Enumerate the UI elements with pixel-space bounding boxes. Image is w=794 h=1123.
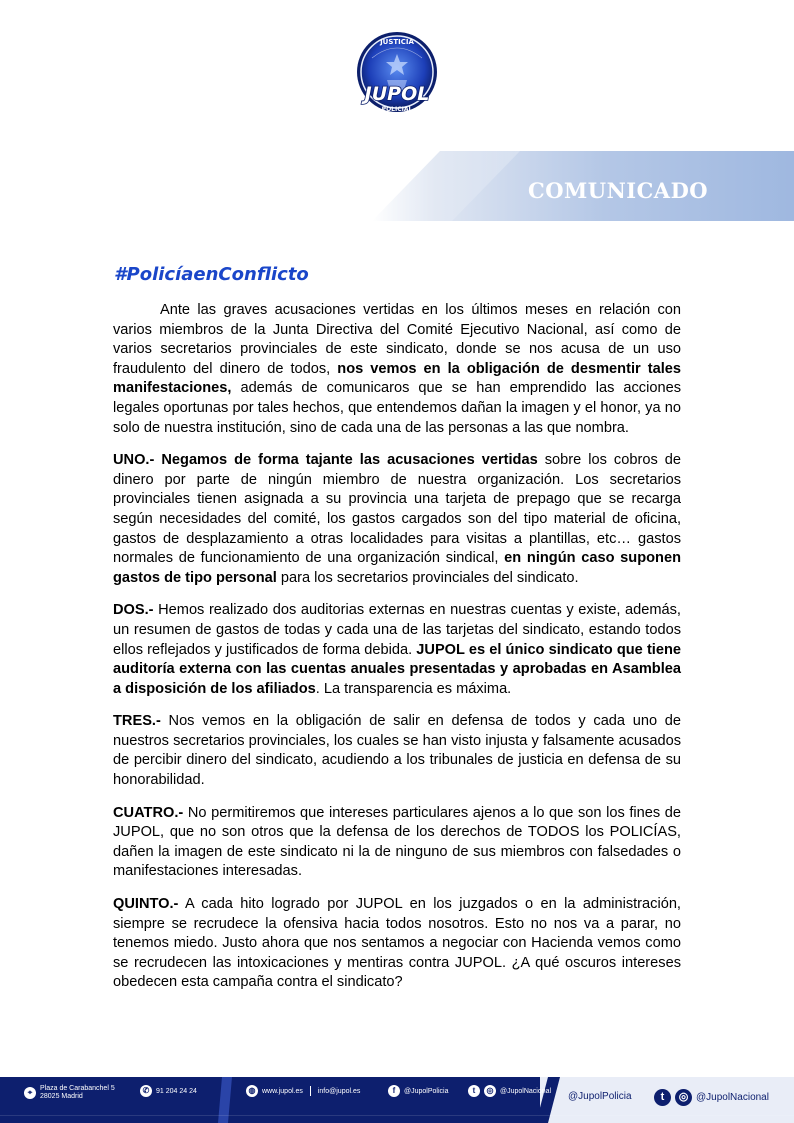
- twitter-icon[interactable]: t: [654, 1089, 671, 1106]
- twitter-instagram-handle-large[interactable]: @JupolNacional: [696, 1092, 769, 1103]
- uno-bold-run: en ningún caso suponen gastos de tipo personal: [113, 550, 681, 586]
- globe-icon: ◍: [246, 1085, 258, 1097]
- svg-text:JUPOL: JUPOL: [364, 83, 430, 105]
- intro-text-run: además de comunicaros que se han emprendido las acciones legales oportunas por tales hechos, que entendemos dañan la imagen y el honor, ya no solo de nuestra institución, sino de cada una de las personas a las que nombra.: [113, 380, 681, 436]
- paragraph-dos: [113, 601, 681, 699]
- uno-bold-run: UNO.- Negamos de forma tajante las acusaciones vertidas: [113, 452, 538, 469]
- facebook-handle[interactable]: @JupolPolicia: [404, 1087, 449, 1095]
- instagram-icon[interactable]: ◎: [484, 1085, 496, 1097]
- address-line2: 28025 Madrid: [40, 1093, 83, 1100]
- phone-icon: ✆: [140, 1085, 152, 1097]
- quinto-bold-run: QUINTO.-: [113, 896, 179, 913]
- svg-text:POLICIAL: POLICIAL: [381, 106, 413, 113]
- communique-body: [113, 301, 681, 1006]
- hashtag-heading: #PolicíaenConflicto: [114, 264, 309, 285]
- facebook-handle-large[interactable]: @JupolPolicia: [568, 1091, 632, 1102]
- dos-text-run: Hemos realizado dos auditorias externas en nuestras cuentas y existe, además, un resumen de gastos de todas y cada una de las tarjetas del sindicato, estando todos ellos reflejados y justificados de forma debida.: [113, 602, 681, 658]
- paragraph-uno: [113, 451, 681, 588]
- intro-text-run: Ante las graves acusaciones vertidas en los últimos meses en relación con varios miembros de la Junta Directiva del Comité Ejecutivo Nacional, así como de varios secretarios provinciales de este sindicato, donde se nos acusa de un uso fraudulento del dinero de todos,: [113, 302, 681, 377]
- cuatro-bold-run: CUATRO.-: [113, 804, 184, 821]
- intro-bold-run: nos vemos en la obligación de desmentir tales manifestaciones,: [113, 360, 681, 397]
- uno-text-run: sobre los cobros de dinero por parte de ningún miembro de nuestra organización. Los secretarios provinciales tienen asignada a su provincia una tarjeta de prepago que se recarga según necesidades del comité, los gastos cargados son del tipo material de oficina, gastos de desplazamiento a otras localidades para visitas a plantillas, etc… gastos normales de funcionamiento de una organización sindical,: [113, 452, 681, 567]
- instagram-icon[interactable]: ◎: [675, 1089, 692, 1106]
- cuatro-text-run: No permitiremos que intereses particulares ajenos a lo que son los fines de JUPOL, que no son otros que la defensa de los derechos de TODOS los POLICÍAS, dañen la imagen de este sindicato ni la de ninguno de sus miembros con falsedades o manifestaciones interesadas.: [113, 804, 681, 880]
- footer-web-email: [246, 1085, 360, 1097]
- paragraph-quinto: [113, 895, 681, 993]
- paragraph-tres: [113, 712, 681, 790]
- jupol-logo: [342, 28, 452, 124]
- banner-title: COMUNICADO: [528, 178, 709, 203]
- footer-phone: [140, 1085, 197, 1097]
- dos-bold-run: JUPOL es el único sindicato que tiene auditoría externa con las cuentas anuales presentadas y aprobadas en Asamblea a disposición de los afiliados: [113, 641, 682, 697]
- website-link[interactable]: www.jupol.es: [262, 1087, 303, 1095]
- uno-text-run: para los secretarios provinciales del sindicato.: [276, 569, 579, 586]
- location-icon: ⌖: [24, 1087, 36, 1099]
- facebook-icon[interactable]: f: [388, 1085, 400, 1097]
- footer-facebook: [388, 1085, 448, 1097]
- contact-footer: [0, 1077, 794, 1123]
- dos-bold-run: DOS.-: [113, 602, 154, 619]
- svg-text:JUSTICIA: JUSTICIA: [380, 38, 414, 46]
- intro-paragraph: [113, 301, 681, 438]
- tres-bold-run: TRES.-: [113, 713, 161, 730]
- quinto-text-run: A cada hito logrado por JUPOL en los juzgados o en la administración, siempre se recrudece la ofensiva hacia todos nosotros. Esto no nos va a parar, no tenemos miedo. Justo ahora que nos sentamos a negociar con Hacienda vemos como se recrudecen las intoxicaciones y mentiras contra JUPOL. ¿A qué oscuros intereses obedecen esta campaña contra el sindicato?: [113, 896, 681, 991]
- footer-facebook-large: [568, 1091, 632, 1102]
- footer-address: [24, 1085, 115, 1101]
- email-link[interactable]: info@jupol.es: [317, 1087, 361, 1095]
- tres-text-run: Nos vemos en la obligación de salir en defensa de todos y cada uno de nuestros secretarios provinciales, los cuales se han visto injusta y falsamente acusados de percibir dinero del sindicato, acudiendo a los tribunales de justicia en defensa de su honorabilidad.: [113, 713, 681, 789]
- footer-twitter-instagram: [468, 1085, 551, 1097]
- divider: [310, 1086, 311, 1096]
- twitter-icon[interactable]: t: [468, 1085, 480, 1097]
- phone-number: 91 204 24 24: [156, 1087, 197, 1095]
- dos-text-run: . La transparencia es máxima.: [315, 680, 512, 697]
- footer-twitter-instagram-large: [654, 1089, 769, 1106]
- paragraph-cuatro: [113, 804, 681, 882]
- twitter-instagram-handle[interactable]: @JupolNacional: [500, 1087, 552, 1095]
- address-line1: Plaza de Carabanchel 5: [40, 1085, 115, 1092]
